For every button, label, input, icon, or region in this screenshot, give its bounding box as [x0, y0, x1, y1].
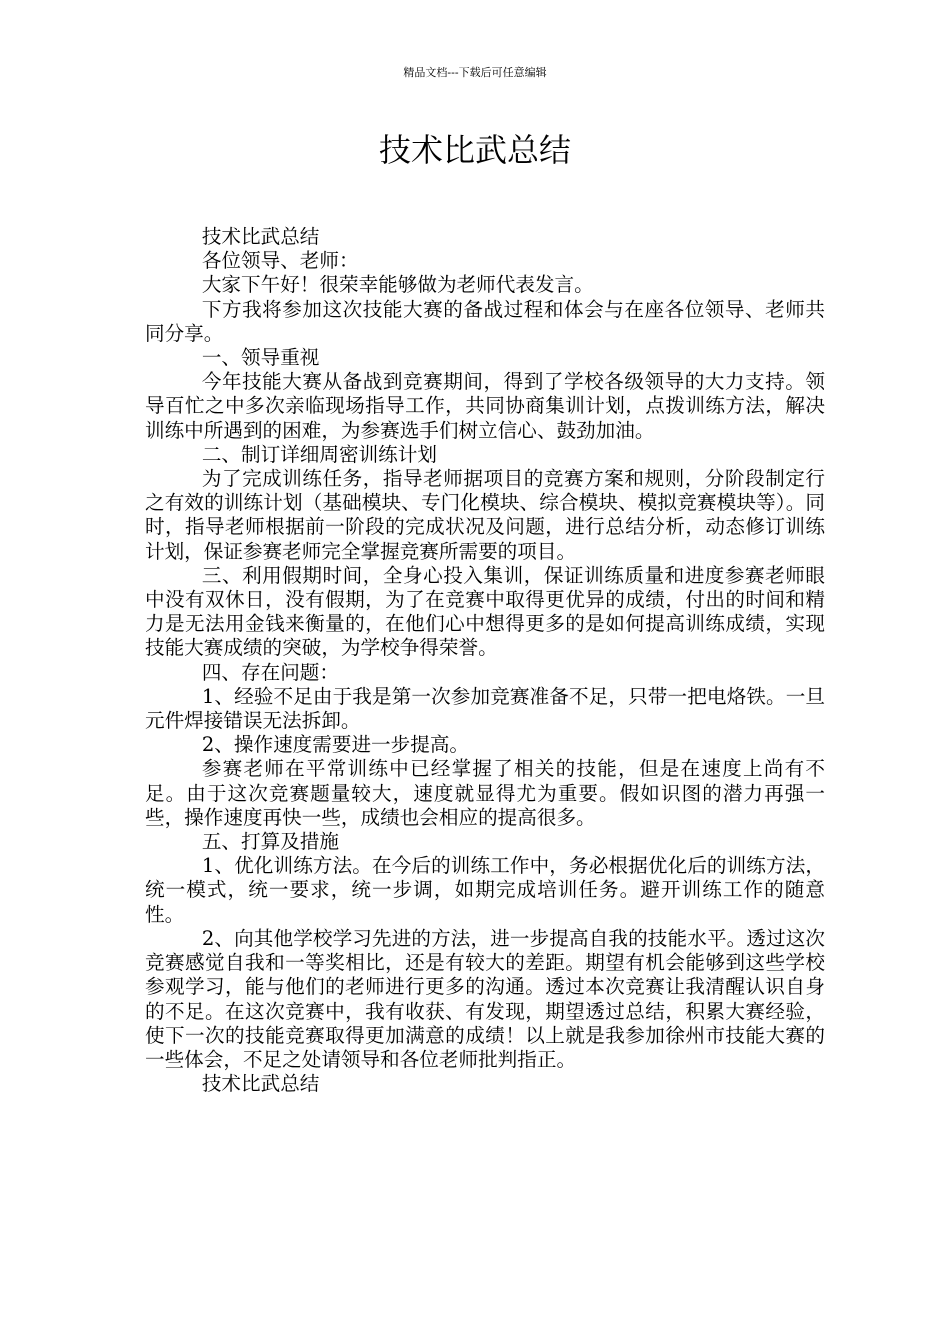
document-title: 技术比武总结 [378, 131, 571, 169]
paragraph-issue-1: 1、经验不足由于我是第一次参加竞赛准备不足，只带一把电烙铁。一旦元件焊接错误无法拆卸。 [145, 684, 825, 733]
paragraph-salutation: 各位领导、老师： [201, 249, 359, 273]
paragraph-doc-title-repeat: 技术比武总结 [201, 225, 320, 248]
paragraph-issue-2-detail: 参赛老师在平常训练中已经掌握了相关的技能，但是在速度上尚有不足。由于这次竞赛题量较大，速度就显得尤为重要。假如识图的潜力再强一些，操作速度再快一些，成绩也会相应的提高很多。 [145, 757, 825, 829]
section-heading-1: 一、领导重视 [201, 346, 320, 370]
paragraph-measure-2: 2、向其他学校学习先进的方法，进一步提高自我的技能水平。透过这次竞赛感觉自我和一等奖相比，还是有较大的差距。期望有机会能够到这些学校参观学习，能与他们的老师进行更多的沟通。透过本次竞赛让我清醒认识自身的不足。在这次竞赛中，我有收获、有发现，期望透过总结，积累大赛经验，使下一次的技能竞赛取得更加满意的成绩！以上就是我参加徐州市技能大赛的一些体会，不足之处请领导和各位老师批判指正。 [145, 926, 825, 1071]
paragraph-closing-title: 技术比武总结 [201, 1072, 320, 1096]
paragraph-measure-1: 1、优化训练方法。在今后的训练工作中，务必根据优化后的训练方法，统一模式，统一要求，统一步调，如期完成培训任务。避开训练工作的随意性。 [145, 854, 825, 926]
paragraph-section-1: 今年技能大赛从备战到竞赛期间，得到了学校各级领导的大力支持。领导百忙之中多次亲临现场指导工作，共同协商集训计划，点拨训练方法，解决训练中所遇到的困难，为参赛选手们树立信心、鼓劲加油。 [145, 370, 825, 442]
section-heading-4: 四、存在问题： [201, 660, 339, 684]
paragraph-section-3: 三、利用假期时间，全身心投入集训，保证训练质量和进度参赛老师眼中没有双休日，没有假期，为了在竞赛中取得更优异的成绩，付出的时间和精力是无法用金钱来衡量的，在他们心中想得更多的是如何提高训练成绩，实现技能大赛成绩的突破，为学校争得荣誉。 [145, 563, 825, 660]
paragraph-section-2: 为了完成训练任务，指导老师据项目的竞赛方案和规则，分阶段制定行之有效的训练计划（基础模块、专门化模块、综合模块、模拟竞赛模块等）。同时，指导老师根据前一阶段的完成状况及问题，进行总结分析，动态修订训练计划，保证参赛老师完全掌握竞赛所需要的项目。 [145, 467, 825, 563]
paragraph-greeting: 大家下午好！很荣幸能够做为老师代表发言。 [201, 273, 594, 297]
section-heading-2: 二、制订详细周密训练计划 [201, 442, 437, 466]
document-body [145, 225, 825, 1096]
page-header: 精品文档---下载后可任意编辑 [403, 66, 547, 79]
paragraph-intro: 下方我将参加这次技能大赛的备战过程和体会与在座各位领导、老师共同分享。 [145, 297, 825, 345]
paragraph-issue-2: 2、操作速度需要进一步提高。 [201, 733, 470, 757]
section-heading-5: 五、打算及措施 [201, 830, 339, 854]
